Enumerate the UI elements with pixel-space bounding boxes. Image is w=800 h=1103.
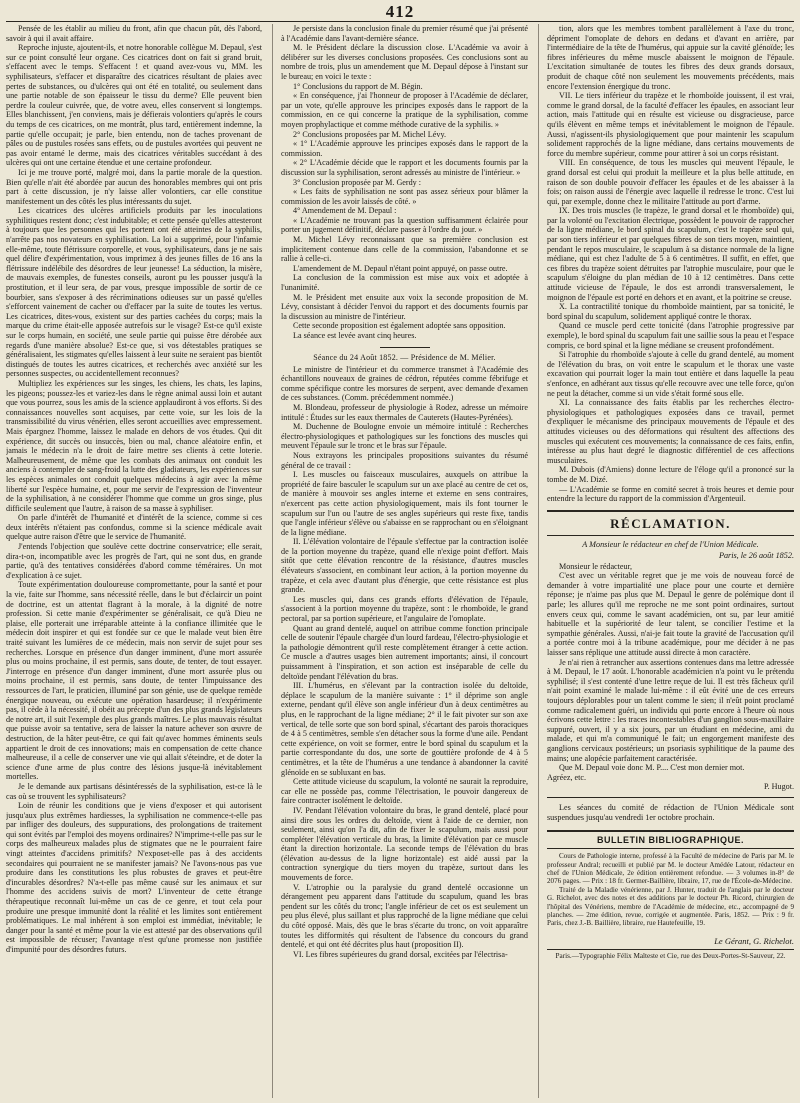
reclamation-dateline: Paris, le 26 août 1852.: [718, 550, 794, 560]
column-right: [538, 24, 794, 1098]
article-paragraph: La séance est levée avant cinq heures.: [293, 331, 417, 340]
article-paragraph: Loin de réunir les conditions que je viens d'exposer et qui autorisent jusqu'aux plus extrêmes hardiesses, la syphilisation ne commence-t-elle pas par infliger des douleurs, des suppurations, des prolongations de traitement qui sont évités par l'emploi des moyens ordinaires? N'imprime-t-elle pas sur le corps des malheureux malades plus de stigmates que ne le pourraient faire vingt atteintes d'accidens primitifs? N'exposet-elle pas à des accidents secondaires qui pourraient ne se manifester jamais? Ne l'avons-nous pas vue produire dans les constitutions les plus robustes de graves et peut-être d'incurables désordres? N'a-t-elle pas même causé sur les animaux et sur l'homme des accidens suivis de mort? L'inventeur de cette étrange thérapeutique reconnaît lui-même un cas de ce genre, et tout cela pour produire une presque immunité dont la réalité et les limites sont entièrement problématiques. Le mal inhérent à son emploi est immédiat, inévitable; le danger pour la santé et même pour la vie est attesté par des observations qu'il est impossible de récuser; l'avantage n'est qu'une promesse non justifiée d'impunité pour des désordres futurs.: [6, 801, 262, 954]
reclamation-address: A Monsieur le rédacteur en chef de l'Union Médicale.: [582, 539, 759, 549]
reclamation-heading: RÉCLAMATION.: [610, 515, 731, 531]
article-paragraph: 4° Amendement de M. Depaul :: [293, 206, 397, 216]
article-paragraph: Pensée de les établir au milieu du front, afin que chacun pût, dès l'abord, savoir à qui il avait affaire.: [6, 24, 262, 43]
article-paragraph: Si l'atrophie du rhomboïde s'ajoute à celle du grand dentelé, au moment de l'élévation du bras, on voit entre le scapulum et le thorax une vaste excavation qui pourrait loger la main tout entière et dans laquelle la peau s'enfonce, en adhérant aux tissus qu'elle recouvre avec une telle force, qu'on ne peut la détacher, comme si un vide s'était formé sous elle.: [547, 350, 794, 398]
article-paragraph: Multipliez les expériences sur les singes, les chiens, les chats, les lapins, les pigeons; poussez-les et variez-les dans le règne animal aussi loin et autant que vous pourrez, sous les amis de la science applaudiront à vos efforts. Si des connaissances nouvelles sont acquises, par cette voie, sur les lois de la transmissibilité du virus vénérien, elles seront accueillies avec empressement. Mais épargnez l'homme, laissez le malade en dehors de vos études. Qui dit expérience, dit succès ou insuccès, bien ou mal, chance aléatoire enfin, et jamais le médecin n'a le droit de faire mettre ses clients à cette loterie. Malheureusement, de même que les combats des animaux ont conduit les anciens à contempler de sang-froid la lutte des gladiateurs, les expériences sur les espèces animales ont conduit quelques médecins à agir avec la même liberté sur l'espèce humaine, et, pour me servir de l'expression de l'inventeur de la syphilisation, à ne considérer l'homme que comme un gros singe, plus difficile seulement que l'autre, à raison de sa masse à syphiliser.: [6, 378, 262, 513]
page-number: 412: [385, 2, 415, 21]
article-paragraph: 3° Conclusion proposée par M. Gerdy :: [293, 177, 422, 187]
article-paragraph: Toute expérimentation douloureuse compromettante, pour la santé et pour la vie, faite sur l'homme, sans nécessité réelle, dans le but d'éclaircir un point de doctrine, est un attentat flagrant à la morale, à la dignité de notre profession. Si cette manie d'expérimenter se généralisait, ce qu'à Dieu ne plaise, elle porterait une irréparable atteinte à la confiance illimitée que le médecin doit inspirer et qui est fondée sur ce que le malade veut bien être traité suivant les lumières de ce médecin, mais non servir de sujet pour ses recherches. Lorsque en présence d'un danger imminent, d'une mort assurée plus ou moins prochaine, il est permis, sans doute, de tenter, de tout essayer. J'interroge en présence d'un danger imminent, d'une mort assurée plus ou moins prochaine, il est permis, sans doute, de tenter l'impuissance des ressources de l'art, le praticien, illuminé par son génie, use de quelque remède énergique nouveau, ou exécute une opération hasardeuse; il n'expérimente pas, il cède à la nécessité, il obéit au précepte d'un des plus grands législateurs de notre art, il suit l'exemple des plus grands maîtres. Le plus mauvais résultat que puisse avoir sa tentative, sera de laisser la nature achever son œuvre de destruction, de la hâter peut-être, ce qui fait qu'avec hommes éminents seuls appartient le droit de ces innovations; mais en compensation de cette chance malheureuse, il a celle de conserver une vie qui allait s'éteindre, et de doter la science d'une arme de plus contre des lésions jusque-là inévitablement mortelles.: [6, 580, 262, 782]
article-paragraph: M. Blondeau, professeur de physiologie à Rodez, adresse un mémoire intitulé : Études sur les eaux thermales de Cauterets (Hautes-Pyrénées).: [281, 402, 528, 422]
article-paragraph: III. L'humérus, en s'élevant par la contraction isolée du deltoïde, déplace le scapulum de la manière suivante : 1° il déprime son angle externe, pendant qu'il élève son angle inférieur d'un à deux centimètres au plus, en le rapprochant de la ligne médiane; 2° il le fait pivoter sur son axe vertical, de telle sorte que son bord spinal, s'écartant des parois thoraciques de 4 à 5 centimètres, semble s'en détacher sous la forme d'une aile. Pendant cette expérience, on voit se former, entre le bord spinal du scapulum et la partie correspondante du dos, une sorte de gouttière profonde de 4 à 5 centimètres, et la tête de l'humérus a une tendance à abandonner la cavité glénoïde en se subluxant en bas.: [281, 681, 528, 777]
column-left: [6, 24, 262, 1098]
biblio-entry: Cours de Pathologie interne, professé à la Faculté de médecine de Paris par M. le professeur Andral; recueilli et publié par M. le docteur Amédée Latour, rédacteur en chef de l'Union Médicale, 2e édition entièrement refondue. — 3 volumes in-8° de 2076 pages. — Prix : 18 fr. Germer-Baillière, libraire, 17, rue de l'École-de-Médecine.: [547, 852, 794, 886]
separator-rule: [547, 797, 794, 798]
reclamation-paragraph: Je n'ai rien à retrancher aux assertions contenues dans ma lettre adressée à M. Depaul, le 17 août. L'honorable académicien n'a point vu le prétendu syphilisé; il s'est contenté d'une lettre reçue de lui. Il est très fâcheux qu'il n'ait point examiné le malade lui-même : il eût évité une de ces erreurs toujours déplorables pour un talent comme le sien; il n'eût point proclamé comme radicalement guéri, un individu qui porte encore à l'heure où nous écrivons cette lettre : les traces incontestables d'un ganglion sous-maxillaire suppuré, ouvert, il y a six jours, par un étudiant en médecine, ami du malade, et qui m'a communiqué le fait; un engorgement manifeste des ganglions cervicaux postérieurs; un psoriasis syphilitique de la paume des mains; une alopécie parfaitement caractérisée.: [547, 657, 794, 763]
article-paragraph: 1° Conclusions du rapport de M. Bégin.: [293, 81, 423, 91]
article-paragraph: « Les faits de syphilisation ne sont pas assez sérieux pour blâmer la commission de les avoir laissés de côté. »: [281, 187, 528, 206]
article-paragraph: tion, alors que les membres tombent parallèlement à l'axe du tronc, dépriment l'omoplate de dehors en dedans et d'avant en arrière, par l'intermédiaire de la tête de l'humérus, qui appuie sur la cavité glénoïde; les fibres inférieures du même muscle abaissent le moignon de l'épaule. L'excitation simultanée de toutes les fibres des deux grands dorsaux, produit de chaque côté non seulement les mouvements précédents, mais encore l'extension énergique du tronc.: [547, 24, 794, 91]
reclamation-closing: Agréez, etc.: [547, 772, 587, 782]
article-paragraph: M. le Président met ensuite aux voix la seconde proposition de M. Lévy, consistant à décider l'envoi du rapport et des documents fournis par la discussion au ministre de l'intérieur.: [281, 292, 528, 321]
printer-rule: [547, 949, 794, 950]
article-paragraph: Cette attitude vicieuse du scapulum, la volonté ne saurait la reproduire, car elle ne possède pas, comme l'électrisation, le pouvoir dangereux de faire contracter isolément le deltoïde.: [281, 777, 528, 806]
reclamation-heading-box: [547, 510, 794, 536]
biblio-heading-box: [547, 830, 794, 849]
article-paragraph: — L'Académie se forme en comité secret à trois heures et demie pour entendre la lecture du rapport de la commission d'Argenteuil.: [547, 484, 794, 504]
article-paragraph: M. Michel Lévy reconnaissant que sa première conclusion est implicitement contenue dans celle de la commission, l'abandonne et se rallie à celle-ci.: [281, 235, 528, 264]
article-paragraph: Reproche injuste, ajoutent-ils, et notre honorable collègue M. Depaul, s'est sur ce point consulté leur organe. Ces cicatrices dont on fait si grand bruit, s'effacent avec le temps. S'effacent ! et quand avez-vous vu, MM. les syphilisateurs, s'effacer et disparaître des cicatrices résultant de plaies avec pertes de substances, ou d'ulcères qui ont été en totalité, ou seulement dans une partie notable de son épaisseur le tissu du derme? Elle peuvent bien perdre la couleur cuivrée, que, de votre aveu, elles conservent si longtemps. Elles blanchissent, j'en conviens, mais je défierais volontiers qu'après le cours du temps de ces cicatrices, on me montrât, plus tard, entièrement indemne, la partie qu'elle occupait; je parle, bien entendu, non de taches provenant de pâles ou de pustules rosées sans effets, ou de pustules avortées qui peuvent ne pas avoir entamé le derme, mais des cicatrices véritables succédant à des ulcères qui ont une certaine étendue et une certaine profondeur.: [6, 43, 262, 168]
article-paragraph: Je persiste dans la conclusion finale du premier résumé que j'ai présenté à l'Académie dans l'avant-dernière séance.: [281, 24, 528, 43]
article-paragraph: IX. Des trois muscles (le trapèze, le grand dorsal et le rhomboïde) qui, par la volonté ou l'excitation électrique, possèdent le pouvoir de rapprocher de la ligne médiane, le bord spinal du scapulum, c'est le trapèze seul qui, par son tiers inférieur et par quelques fibres de son tiers moyen, maintient, pendant le repos musculaire, le scapulum à sa distance normale de la ligne médiane, qui est chez l'adulte de 5 à 6 centimètres. Il suffit, en effet, que ces fibres du trapèze soient détruites par l'atrophie musculaire, pour que le scapulum s'éloigne du plan médian de 10 à 12 centimètres. Dans cette attitude vicieuse de l'épaule, le dos est arrondi transversalement, le moignon de l'épaule est porté en dehors et en avant, et la poitrine se creuse.: [547, 206, 794, 302]
gerant-signature: Le Gérant, G. Richelot.: [714, 935, 794, 946]
article-paragraph: V. L'atrophie ou la paralysie du grand dentelé occasionne un dérangement peu apparent dans l'attitude du scapulum, quand les bras pendent sur les côtés du tronc; l'angle inférieur de cet os est seulement un peu plus élevé, plus saillant et plus rapproché de la ligne médiane que celui du côté opposé. Mais, dès que le bras s'écarte du tronc, on voit apparaître toutes les difformités qui résultent de l'absence du concours du grand dentelé, et qui ont été décrites plus haut (proposition II).: [281, 882, 528, 950]
article-paragraph: Quand ce muscle perd cette tonicité (dans l'atrophie progressive par exemple), le bord spinal du scapulum fait une saillie sous la peau et l'espace compris, ce bord spinal et la ligne médiane se creusent profondément.: [547, 321, 794, 350]
article-paragraph: M. Duchenne de Boulogne envoie un mémoire intitulé : Recherches électro-physiologiques et pathologiques sur les fonctions des muscles qui meuvent l'épaule sur le tronc et le bras sur l'épaule.: [281, 422, 528, 451]
article-paragraph: XI. La connaissance des faits établis par les recherches électro-physiologiques et pathologiques exposées dans ce travail, permet d'expliquer le mécanisme des principaux mouvements de l'épaule et des attitudes vicieuses ou des déformations qui résultent des affections des muscles qui exécutent ces mouvements; la connaissance de ces faits, enfin, intéresse au plus haut degré le diagnostic différentiel de ces affections musculaires.: [547, 398, 794, 465]
header-rule: [6, 21, 794, 22]
committee-notice: Les séances du comité de rédaction de l'Union Médicale sont suspendues jusqu'au vendredi 1er octobre prochain.: [547, 802, 794, 822]
printer-line: Paris.—Typographie Félix Malteste et Cie, rue des Deux-Portes-St-Sauveur, 22.: [555, 951, 786, 960]
article-paragraph: Ici je me trouve porté, malgré moi, dans la partie morale de la question. Bien qu'elle n'ait été abordée par aucun des honorables membres qui ont pris part à cette discussion, je n'y laisse aller volontiers, car elle constitue manifestement un des côtés les plus intéressants du sujet.: [6, 167, 262, 206]
article-paragraph: 2° Conclusions proposées par M. Michel Lévy.: [293, 129, 447, 139]
article-paragraph: La conclusion de la commission est mise aux voix et adoptée à l'unanimité.: [281, 273, 528, 293]
article-paragraph: « 2° L'Académie décide que le rapport et les documents fournis par la discussion sur la syphilisation, seront adressés au ministre de l'intérieur. »: [281, 158, 528, 177]
article-paragraph: L'amendement de M. Depaul n'étant point appuyé, on passe outre.: [293, 263, 508, 273]
session-heading: Séance du 24 Août 1852. — Présidence de M. Mélier.: [281, 347, 528, 362]
article-paragraph: Les cicatrices des ulcères artificiels produits par les inoculations syphilitiques restent donc; c'est indubitable; et cette pensée qu'elles attesteront à toujours que les personnes qui les portent ont été atteintes de la syphilis, n'arrête pas nos novateurs en syphilisation. La loi a supprimé, pour l'infamie elle-même, toute flétrissure corporelle, et vous, syphilisateurs, dans je ne sais quel délire d'expérimentation, vous imprimez à des jeunes filles de 16 ans la flétrissure indélébile des désordres de leur jeunesse! La séduction, la misère, de mauvais exemples, de funestes conseils, auront pu les pousser jusqu'à la prostitution, et il leur sera, de par vous, presque impossible de sortir de ce bourbier, sans s'exposer à des récriminations odieuses sur un passé qu'elles s'efforcent vainement de cacher ou d'effacer par la suite de toutes les vertus. Les cicatrices, dites-vous, existent sur des parties cachées du corps; mais la marque du crime était-elle apposée autrefois sur le visage? Est-ce qu'il existe sur le corps humain, en société, une seule partie qui puisse être dérobée aux regards d'une manière absolue? Est-ce que, si vos détestables pratiques se généralisaient, les stigmates qu'elles laissent à leur suite ne seraient pas bientôt distingués de toutes les autres cicatrices, et recherchés avec anxiété sur les personnes suspectes, ou accidentellement reconnues?: [6, 206, 262, 379]
article-paragraph: Nous extrayons les principales propositions suivantes du résumé général de ce travail :: [281, 450, 528, 470]
article-paragraph: VIII. En conséquence, de tous les muscles qui meuvent l'épaule, le grand dorsal est celui qui produit la meilleure et la plus belle attitude, en raison de son double pouvoir d'effacer les épaules et de les abaisser à la fois; on raison aussi de l'énergie avec laquelle il redresse le tronc. C'est lui qui, par exemple, donne chez le militaire l'attitude au port d'arme.: [547, 158, 794, 206]
article-paragraph: VI. Les fibres supérieures du grand dorsal, excitées par l'électrisa-: [293, 949, 508, 959]
reclamation-paragraph: Que M. Depaul voie donc M. P.... C'est mon dernier mot.: [559, 763, 745, 773]
article-paragraph: « 1° L'Académie approuve les principes exposés dans le rapport de la commission.: [281, 139, 528, 158]
article-paragraph: « En conséquence, j'ai l'honneur de proposer à l'Académie de déclarer, par un vote, qu'elle approuve les principes exposés dans le rapport de la commission, en ce qui concerne la pratique de la syphilisation, comme moyen prophylactique et comme méthode curative de la syphilis. »: [281, 91, 528, 129]
article-paragraph: Les muscles qui, dans ces grands efforts d'élévation de l'épaule, s'associent à la portion moyenne du trapèze, sont : le rhomboïde, le grand pectoral, par sa portion supérieure, et l'angulaire de l'omoplate.: [281, 594, 528, 624]
article-paragraph: Le ministre de l'intérieur et du commerce transmet à l'Académie des échantillons nouveaux de graines de cédron, réputées comme fébrifuge et comme spécifique contre les morsures de serpent, avec demande d'examen de ces substances. (Comm. précédemment nommée.): [281, 364, 528, 403]
three-column-body: [6, 24, 794, 1098]
biblio-heading: BULLETIN BIBLIOGRAPHIQUE.: [597, 835, 744, 846]
article-paragraph: On parle d'intérêt de l'humanité et d'intérêt de la science, comme si ces deux intérêts n'étaient pas confondus, comme si la science médicale avait quelque autre raison d'être que le service de l'humanité.: [6, 513, 262, 542]
article-paragraph: « L'Académie ne trouvant pas la question suffisamment éclairée pour porter un jugement définitif, déclare passer à l'ordre du jour. »: [281, 215, 528, 235]
reclamation-signature: P. Hugot.: [763, 782, 794, 792]
article-paragraph: IV. Pendant l'élévation volontaire du bras, le grand dentelé, placé pour ainsi dire sous les ordres du deltoïde, vient à l'aide de ce dernier, non seulement, ainsi qu'on l'a dit, afin de fixer le scapulum, mais aussi pour compléter l'élévation verticale du bras, la limite d'élévation par ce muscle étant la direction horizontale. La seconde temps de l'élévation du bras (élévation au-dessus de la ligne horizontale) est aidé aussi par la contraction synergique du tiers moyen du trapèze, surtout dans les mouvements de force.: [281, 805, 528, 883]
article-paragraph: Cette seconde proposition est également adoptée sans opposition.: [293, 321, 506, 331]
reclamation-paragraph: C'est avec un véritable regret que je me vois de nouveau forcé de demander à votre impartialité une place pour une courte et dernière réponse; je n'aime pas plus que M. Depaul le genre de polémique dont il parle; les allures qu'il me reproche ne me sont point ordinaires, surtout envers ceux qui, comme le savant académicien, ont su, par leur amitié habituelle et la supériorité de leur talent, se concilier l'estime et la sympathie générales. Aussi, n'ai-je fait toute la gravité de l'accusation qu'il a portée contre moi à la tribune académique, pour me décider à ne pas laisser sans réplique une attitude aussi directe à mon caractère.: [547, 571, 794, 658]
article-paragraph: J'entends l'objection que soulève cette doctrine conservatrice; elle serait, dira-t-on, incompatible avec les progrès de l'art, qui ne sont dus, en grande partie, qu'à des tentatives considérées d'abord comme téméraires. Un mot d'explication à ce sujet.: [6, 542, 262, 580]
article-paragraph: X. La contractilité tonique du rhomboïde maintient, par sa tonicité, le bord spinal du scapulum, solidement appliqué contre le thorax.: [547, 302, 794, 321]
article-paragraph: Je le demande aux partisans désintéressés de la syphilisation, est-ce là le cas où se trouvent les syphilisateurs?: [6, 781, 262, 801]
column-middle: [272, 24, 528, 1098]
article-paragraph: I. Les muscles ou faisceaux musculaires, auxquels on attribue la propriété de faire basculer le scapulum sur un axe placé au centre de cet os, de manière à mouvoir ses angles interne et externe en sens contraires, n'exercent pas cette action physiologiquement, mais ils font tourner le scapulum sur l'un ou l'autre de ses angles supérieurs qui reste fixe, tandis que l'angle inférieur s'élève ou s'abaisse en se rapprochant ou en s'éloignant de la ligne médiane.: [281, 470, 528, 537]
reclamation-salutation: Monsieur le rédacteur,: [559, 561, 632, 571]
article-paragraph: M. le Président déclare la discussion close. L'Académie va avoir à délibérer sur les diverses conclusions proposées. Ces conclusions sont au nombre de trois, plus un amendement que M. Depaul dépose à l'instant sur le bureau; en voici le texte :: [281, 43, 528, 81]
biblio-entry: Traité de la Maladie vénérienne, par J. Hunter, traduit de l'anglais par le docteur G. Richelot, avec des notes et des additions par le docteur Ph. Ricord, chirurgien de l'hôpital des Vénériens, membre de l'Académie de médecine, etc., accompagné de 9 planches. — 2me édition, revue, corrigée et augmentée. Paris, 1852. — Prix : 9 fr. Paris, chez J.-B. Baillière, libraire, rue Hautefeuille, 19.: [547, 885, 794, 928]
article-paragraph: M. Dubois (d'Amiens) donne lecture de l'éloge qu'il a prononcé sur la tombe de M. Dizé.: [547, 465, 794, 484]
article-paragraph: VII. Le tiers inférieur du trapèze et le rhomboïde jouissent, il est vrai, comme le grand dorsal, de la faculté d'effacer les épaules, en associant leur action, mais l'attitude qui en résulte est vicieuse ou disgracieuse, parce qu'ils élèvent en même temps et inévitablement le moignon de l'épaule. Aussi, n'agissent-ils physiologiquement que pour maintenir les scapulum solidement rapprochés de la ligne médiane, dans certains mouvements de force du membre supérieur, comme pour attirer à soi un corps résistant.: [547, 91, 794, 158]
article-paragraph: II. L'élévation volontaire de l'épaule s'effectue par la contraction isolée de la portion moyenne du trapèze, quand elle n'exige point d'effort. Mais sitôt que cette élévation rencontre de la résistance, d'autres muscles élévateurs s'associent, en combinant leur action, à la portion moyenne du trapèze, et cela avec d'autant plus d'énergie, que cette résistance est plus grande.: [281, 537, 528, 595]
article-paragraph: Quant au grand dentelé, auquel on attribue comme fonction principale celle de soutenir l'épaule chargée d'un lourd fardeau, l'électro-physiologie et la pathologie démontrent qu'il reste complètement étranger à cette action. Ce muscle a d'autres usages bien autrement importants; ainsi, il concourt puissamment à l'inspiration, et son action est inséparable de celle du deltoïde pendant l'élévation du bras.: [281, 623, 528, 681]
